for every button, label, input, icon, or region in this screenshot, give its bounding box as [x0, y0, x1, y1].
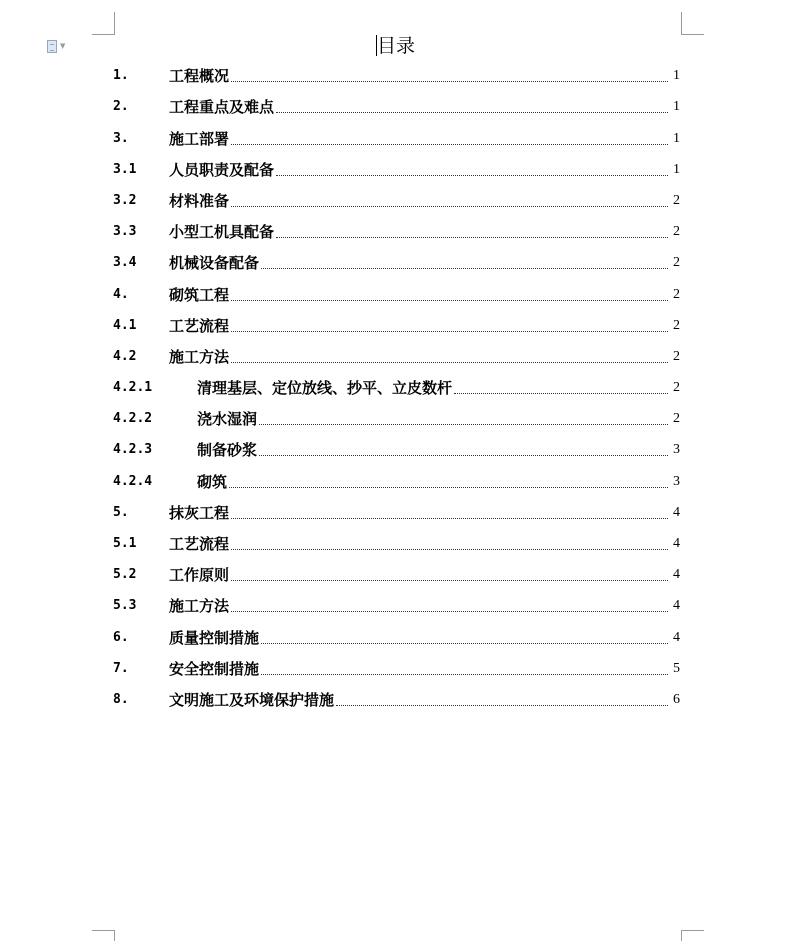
toc-entry-number: 5.3 — [113, 598, 137, 614]
toc-entry-number: 4.2.2 — [113, 411, 153, 427]
toc-entry-title: 安全控制措施 — [169, 659, 260, 678]
toc-entry[interactable] — [113, 525, 680, 556]
toc-entry[interactable] — [113, 431, 680, 462]
toc-entry-number: 4.2.4 — [113, 473, 153, 489]
toc-entry[interactable] — [113, 275, 680, 306]
toc-entry-page: 4 — [673, 598, 680, 614]
toc-entry-title: 制备砂浆 — [197, 441, 258, 460]
toc-dot-leader — [259, 454, 668, 456]
toc-entry-page: 2 — [673, 317, 680, 333]
toc-entry[interactable] — [113, 494, 680, 525]
toc-entry-title: 工艺流程 — [169, 535, 230, 553]
toc-entry-page: 1 — [673, 161, 680, 177]
toc-entry-title: 施工方法 — [169, 347, 230, 366]
page-corner-mark-bottom-left — [92, 930, 115, 941]
toc-entry-number: 4. — [113, 286, 129, 302]
toc-entry[interactable] — [113, 213, 680, 244]
toc-entry[interactable] — [113, 462, 680, 493]
toc-entry-number: 3.4 — [113, 255, 137, 271]
toc-dot-leader — [276, 236, 668, 238]
toc-entry-number: 3.2 — [113, 192, 137, 208]
toc-entry-title: 抹灰工程 — [169, 503, 230, 522]
toc-dot-leader — [231, 610, 668, 612]
toc-dot-leader — [231, 330, 668, 332]
toc-entry[interactable] — [113, 57, 680, 88]
toc-entry-page: 4 — [673, 567, 680, 583]
toc-entry-page: 2 — [673, 192, 680, 208]
page-corner-mark-top-left — [92, 12, 115, 35]
toc-entry-number: 3.3 — [113, 224, 137, 240]
toc-entry[interactable] — [113, 307, 680, 338]
toc-entry-number: 5.2 — [113, 567, 137, 583]
toc-entry-title: 工程重点及难点 — [169, 98, 275, 117]
toc-entry[interactable] — [113, 119, 680, 150]
toc-entry-page: 5 — [673, 660, 680, 676]
toc-entry[interactable] — [113, 182, 680, 213]
toc-entry-page: 1 — [673, 68, 680, 84]
toc-entry-page: 3 — [673, 473, 680, 489]
toc-entry-page: 2 — [673, 348, 680, 364]
toc-entry-page: 2 — [673, 224, 680, 240]
toc-entry[interactable] — [113, 244, 680, 275]
toc-entry-number: 5. — [113, 504, 129, 520]
toc-entry-title: 砌筑工程 — [169, 285, 230, 304]
toc-dot-leader — [231, 80, 668, 82]
toc-entry-number: 4.1 — [113, 317, 137, 333]
toc-entry-page: 3 — [673, 442, 680, 458]
toc-entry-title: 工程概况 — [169, 67, 230, 86]
toc-entry-title: 工作原则 — [169, 566, 230, 585]
toc-entry-title: 施工方法 — [169, 597, 230, 616]
toc-entry-page: 2 — [673, 255, 680, 271]
toc-entry-number: 2. — [113, 99, 129, 115]
toc-dot-leader — [231, 205, 668, 207]
toc-entry-title: 工艺流程 — [169, 316, 230, 335]
toc-entry-title: 浇水湿润 — [197, 410, 258, 429]
toc-entry-page: 1 — [673, 130, 680, 146]
toc-entry-number: 1. — [113, 68, 129, 84]
toc-entry-page: 2 — [673, 380, 680, 396]
toc-entry-page: 1 — [673, 99, 680, 115]
toc-dot-leader — [261, 267, 668, 269]
toc-entry-title: 机械设备配备 — [169, 254, 260, 273]
toc-entry-page: 4 — [673, 629, 680, 645]
toc-entry-page: 6 — [673, 691, 680, 707]
toc-entry[interactable] — [113, 587, 680, 618]
toc-entry[interactable] — [113, 88, 680, 119]
page-corner-mark-top-right — [681, 12, 704, 35]
toc-dot-leader — [336, 704, 668, 706]
toc-entry[interactable] — [113, 681, 680, 712]
toc-entry-title: 材料准备 — [169, 191, 230, 210]
table-of-contents — [113, 57, 680, 712]
toc-dot-leader — [259, 423, 668, 425]
toc-entry[interactable] — [113, 369, 680, 400]
toc-entry-page: 4 — [673, 504, 680, 520]
toc-entry-page: 2 — [673, 286, 680, 302]
toc-entry-number: 4.2 — [113, 348, 137, 364]
toc-entry-title: 人员职责及配备 — [169, 160, 275, 179]
toc-entry-title: 施工部署 — [169, 129, 230, 148]
toc-entry-number: 3.1 — [113, 161, 137, 177]
toc-entry[interactable] — [113, 338, 680, 369]
toc-entry-page: 4 — [673, 536, 680, 551]
toc-entry[interactable] — [113, 151, 680, 182]
toc-dot-leader — [454, 392, 668, 394]
document-options-button[interactable] — [47, 38, 75, 54]
toc-entry[interactable] — [113, 618, 680, 649]
toc-entry[interactable] — [113, 650, 680, 681]
toc-entry-page: 2 — [673, 411, 680, 427]
toc-entry-title: 文明施工及环境保护措施 — [169, 690, 335, 709]
chevron-down-icon: ▼ — [60, 42, 66, 50]
toc-dot-leader — [229, 486, 668, 488]
toc-dot-leader — [231, 299, 668, 301]
toc-title[interactable]: 目录 — [377, 35, 416, 57]
toc-dot-leader — [276, 111, 668, 113]
page-corner-mark-bottom-right — [681, 930, 704, 941]
toc-dot-leader — [231, 517, 668, 519]
toc-dot-leader — [231, 579, 668, 581]
toc-entry-number: 3. — [113, 130, 129, 146]
toc-dot-leader — [261, 673, 668, 675]
toc-dot-leader — [231, 548, 668, 550]
toc-entry-title: 砌筑 — [197, 472, 228, 491]
toc-entry[interactable] — [113, 556, 680, 587]
toc-entry[interactable] — [113, 400, 680, 431]
toc-entry-number: 5.1 — [113, 536, 137, 551]
toc-entry-number: 4.2.1 — [113, 380, 153, 396]
toc-dot-leader — [276, 174, 668, 176]
toc-entry-number: 7. — [113, 660, 129, 676]
document-icon — [47, 40, 57, 53]
toc-entry-number: 8. — [113, 691, 129, 707]
toc-dot-leader — [261, 642, 668, 644]
toc-entry-title: 小型工机具配备 — [169, 223, 275, 242]
toc-entry-number: 4.2.3 — [113, 442, 153, 458]
toc-entry-title: 清理基层、定位放线、抄平、立皮数杆 — [197, 379, 453, 398]
toc-entry-title: 质量控制措施 — [169, 628, 260, 647]
toc-dot-leader — [231, 361, 668, 363]
toc-entry-number: 6. — [113, 629, 129, 645]
toc-dot-leader — [231, 143, 668, 145]
